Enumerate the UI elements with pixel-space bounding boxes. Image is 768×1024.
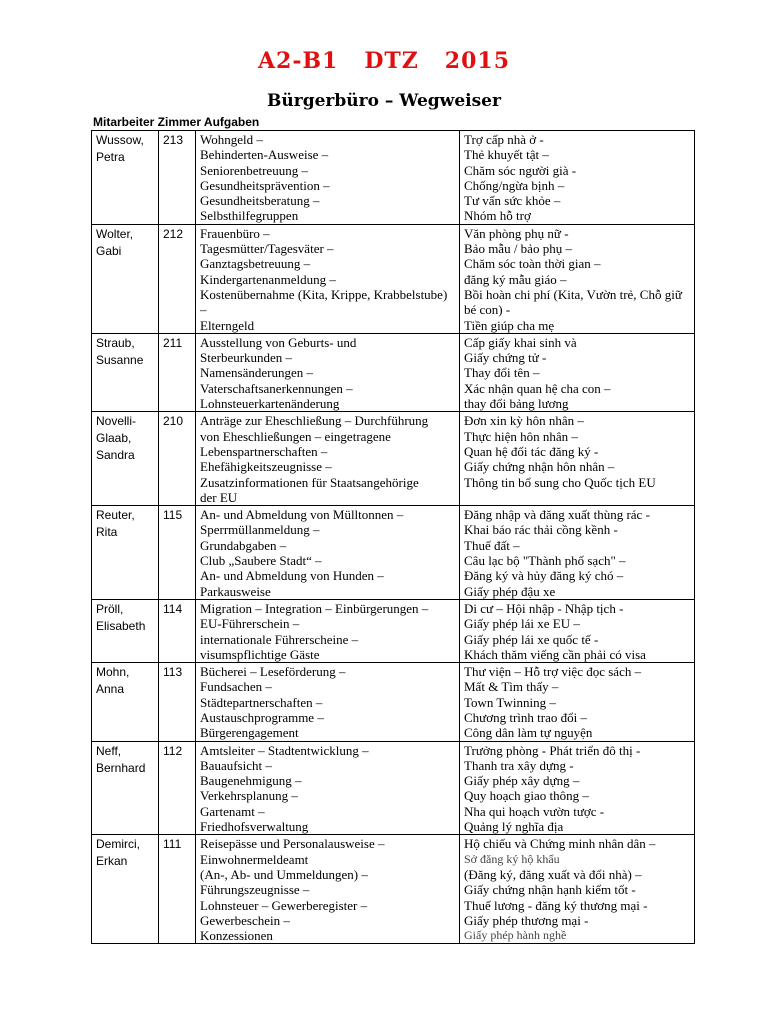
page-title: A2-B1 DTZ 2015 <box>257 48 511 74</box>
task-list-line: Konzessionen <box>200 928 273 944</box>
translation-list-line: Chăm sóc người già - <box>464 162 577 178</box>
task-list-line: Gesundheitsberatung – <box>200 193 320 209</box>
task-list-line: der EU <box>200 489 238 505</box>
task-list-line: Zusatzinformationen für Staatsangehörige <box>200 474 419 490</box>
task-list-line: Namensänderungen – <box>200 365 313 381</box>
task-list <box>196 131 460 225</box>
translation-list-line: Trưởng phòng - Phát triển đô thị - <box>464 742 641 758</box>
translation-list-line: (Đăng ký, đăng xuất và đổi nhà) – <box>464 866 642 882</box>
translation-list-line: đăng ký mẫu giáo – <box>464 271 567 287</box>
translation-list-line: Giấy phép hành nghề <box>464 928 567 943</box>
translation-list-line: Giấy phép lái xe EU – <box>464 616 580 632</box>
table-row <box>92 131 695 225</box>
translation-list <box>460 506 695 600</box>
translation-list-line: Đơn xin kỳ hôn nhân – <box>464 413 584 429</box>
employee-name-line: Glaab, <box>96 431 132 446</box>
translation-list <box>460 835 695 944</box>
task-list-line: Club „Saubere Stadt“ – <box>200 553 322 569</box>
room-number: 111 <box>159 835 196 944</box>
task-list-line: Migration – Integration – Einbürgerungen – <box>200 600 429 616</box>
task-list-line: Bauaufsicht – <box>200 757 272 773</box>
employee-name-line: Elisabeth <box>96 618 146 633</box>
employee-name-line: Wolter, <box>96 226 134 241</box>
translation-list-line: Di cư – Hội nhập - Nhập tịch - <box>464 600 624 616</box>
translation-list-line: Town Twinning – <box>464 694 556 710</box>
room-number: 210 <box>159 412 196 506</box>
translation-list-line: Chăm sóc toàn thời gian – <box>464 256 601 272</box>
task-list-line: EU-Führerschein – <box>200 616 300 632</box>
table-row <box>92 506 695 600</box>
table-row <box>92 224 695 333</box>
task-list <box>196 663 460 741</box>
table-row <box>92 663 695 741</box>
task-list-line: Ausstellung von Geburts- und <box>200 334 357 350</box>
translation-list-line: Thay đổi tên – <box>464 365 540 381</box>
translation-list-line: Giấy phép đậu xe <box>464 583 556 599</box>
employee-name <box>92 131 159 225</box>
employee-name <box>92 412 159 506</box>
task-list-line: Einwohnermeldeamt <box>200 851 309 867</box>
task-list-line: Amtsleiter – Stadtentwicklung – <box>200 742 369 758</box>
column-headers: Mitarbeiter Zimmer Aufgaben <box>93 115 260 129</box>
task-list-line: Wohngeld – <box>200 132 263 147</box>
task-list-line: An- und Abmeldung von Hunden – <box>200 568 384 584</box>
task-list-line: Lebenspartnerschaften – <box>200 443 328 459</box>
employee-name-line: Erkan <box>96 854 128 869</box>
translation-list-line: Sở đăng ký hộ khẩu <box>464 851 560 866</box>
task-list <box>196 224 460 333</box>
translation-list-line: Cấp giấy khai sinh và <box>464 334 577 350</box>
translation-list-line: Quan hệ đối tác đăng ký - <box>464 443 599 459</box>
task-list <box>196 599 460 662</box>
task-list-line: Bürgerengagement <box>200 725 299 741</box>
translation-list <box>460 131 695 225</box>
task-list-line: Ganztagsbetreuung – <box>200 256 311 272</box>
employee-name-line: Gabi <box>96 243 122 258</box>
employee-name-line: Mohn, <box>96 665 130 680</box>
task-list-line: Sterbeurkunden – <box>200 350 293 366</box>
employee-name-line: Rita <box>96 525 118 540</box>
task-list-line: Kostenübernahme (Kita, Krippe, Krabbelstube) – <box>200 286 448 318</box>
room-number: 113 <box>159 663 196 741</box>
translation-list-line: Thẻ khuyết tật – <box>464 147 549 163</box>
translation-list-line: Nhóm hỗ trợ <box>464 208 531 224</box>
translation-list <box>460 224 695 333</box>
room-number: 212 <box>159 224 196 333</box>
employee-name <box>92 741 159 835</box>
employee-name-line: Straub, <box>96 335 135 350</box>
task-list-line: Seniorenbetreuung – <box>200 162 308 178</box>
translation-list-line: Thanh tra xây dựng - <box>464 757 574 773</box>
translation-list-line: Công dân làm tự nguyện <box>464 725 593 741</box>
task-list <box>196 835 460 944</box>
task-list-line: Gesundheitsprävention – <box>200 177 330 193</box>
table-row <box>92 412 695 506</box>
translation-list-line: Giấy chứng tử - <box>464 350 547 366</box>
task-list-line: visumspflichtige Gäste <box>200 646 320 662</box>
employee-name-line: Susanne <box>96 352 144 367</box>
employee-name-line: Novelli- <box>96 414 137 429</box>
task-list-line: Selbsthilfegruppen <box>200 208 299 224</box>
room-number: 115 <box>159 506 196 600</box>
translation-list <box>460 599 695 662</box>
translation-list-line: Trợ cấp nhà ở - <box>464 132 544 147</box>
employee-name-line: Demirci, <box>96 837 140 852</box>
translation-list-line: Thông tin bổ sung cho Quốc tịch EU <box>464 474 656 490</box>
translation-list-line: Tư vấn sức khỏe – <box>464 193 561 209</box>
translation-list-line: Thực hiện hôn nhân – <box>464 428 578 444</box>
employee-name-line: Neff, <box>96 743 122 758</box>
translation-list-line: Giấy chứng nhận hạnh kiểm tốt - <box>464 882 636 898</box>
task-list-line: Parkausweise <box>200 583 271 599</box>
employee-name <box>92 333 159 411</box>
task-list-line: Lohnsteuer – Gewerberegister – <box>200 897 368 913</box>
task-list-line: Ehefähigkeitszeugnisse – <box>200 459 332 475</box>
task-list-line: Tagesmütter/Tagesväter – <box>200 241 334 257</box>
translation-list-line: Văn phòng phụ nữ - <box>464 225 569 241</box>
task-list <box>196 333 460 411</box>
employee-name <box>92 506 159 600</box>
employee-name-line: Reuter, <box>96 508 135 523</box>
translation-list-line: Bồi hoàn chi phí (Kita, Vườn trẻ, Chỗ giữ bé con) - <box>464 286 682 318</box>
translation-list-line: Giấy phép xây dựng – <box>464 773 580 789</box>
translation-list-line: Chương trình trao đổi – <box>464 709 587 725</box>
task-list-line: Elterngeld <box>200 317 255 333</box>
task-list-line: Vaterschaftsanerkennungen – <box>200 380 353 396</box>
task-list <box>196 412 460 506</box>
room-number: 112 <box>159 741 196 835</box>
task-list-line: Sperrmüllanmeldung – <box>200 522 320 538</box>
task-list-line: Reisepässe und Personalausweise – <box>200 836 385 852</box>
task-list-line: Führungszeugnisse – <box>200 882 310 898</box>
room-number: 114 <box>159 599 196 662</box>
table-row <box>92 599 695 662</box>
task-list-line: Gewerbeschein – <box>200 912 290 928</box>
table-row <box>92 835 695 944</box>
task-list-line: Städtepartnerschaften – <box>200 694 323 710</box>
page-subtitle: Bürgerbüro – Wegweiser <box>267 91 501 111</box>
employee-name-line: Pröll, <box>96 601 124 616</box>
table-row <box>92 333 695 411</box>
room-number: 213 <box>159 131 196 225</box>
task-list-line: Anträge zur Eheschließung – Durchführung <box>200 413 429 429</box>
directory-table <box>91 130 695 944</box>
task-list-line: Grundabgaben – <box>200 537 287 553</box>
translation-list-line: Nha qui hoạch vườn tược - <box>464 803 605 819</box>
translation-list-line: Đăng ký và hủy đăng ký chó – <box>464 568 624 584</box>
translation-list-line: Khách thăm viếng cần phải có visa <box>464 646 646 662</box>
task-list-line: Fundsachen – <box>200 679 272 695</box>
translation-list-line: Giấy phép thương mại - <box>464 912 589 928</box>
translation-list-line: Thuế đất – <box>464 537 520 553</box>
translation-list-line: Khai báo rác thải cồng kềnh - <box>464 522 618 538</box>
task-list-line: (An-, Ab- und Ummeldungen) – <box>200 866 368 882</box>
employee-name <box>92 835 159 944</box>
task-list-line: Verkehrsplanung – <box>200 788 298 804</box>
task-list <box>196 506 460 600</box>
task-list-line: Baugenehmigung – <box>200 773 302 789</box>
task-list-line: Bücherei – Leseförderung – <box>200 664 346 680</box>
task-list-line: Austauschprogramme – <box>200 709 324 725</box>
translation-list-line: Xác nhận quan hệ cha con – <box>464 380 611 396</box>
task-list-line: von Eheschließungen – eingetragene <box>200 428 391 444</box>
employee-name <box>92 663 159 741</box>
task-list-line: Behinderten-Ausweise – <box>200 147 329 163</box>
table-row <box>92 741 695 835</box>
translation-list-line: Tiền giúp cha mẹ <box>464 317 555 333</box>
translation-list-line: Thuế lương - đăng ký thương mại - <box>464 897 648 913</box>
task-list-line: internationale Führerscheine – <box>200 631 359 647</box>
task-list-line: Gartenamt – <box>200 803 265 819</box>
task-list-line: Friedhofsverwaltung <box>200 819 309 835</box>
employee-name-line: Bernhard <box>96 760 146 775</box>
employee-name <box>92 224 159 333</box>
translation-list <box>460 412 695 506</box>
room-number: 211 <box>159 333 196 411</box>
translation-list-line: Chống/ngừa bịnh – <box>464 177 565 193</box>
task-list-line: Lohnsteuerkartenänderung <box>200 396 340 412</box>
translation-list-line: Câu lạc bộ "Thành phố sạch" – <box>464 553 626 569</box>
employee-name <box>92 599 159 662</box>
translation-list-line: Giấy phép lái xe quốc tế - <box>464 631 599 647</box>
task-list-line: An- und Abmeldung von Mülltonnen – <box>200 507 404 523</box>
translation-list-line: Giấy chứng nhận hôn nhân – <box>464 459 615 475</box>
translation-list-line: thay đổi bảng lương <box>464 396 569 412</box>
employee-name-line: Petra <box>96 150 125 164</box>
translation-list-line: Đăng nhập và đăng xuất thùng rác - <box>464 507 650 523</box>
employee-name-line: Sandra <box>96 448 135 463</box>
translation-list-line: Mất & Tìm thấy – <box>464 679 559 695</box>
task-list-line: Kindergartenanmeldung – <box>200 271 336 287</box>
translation-list-line: Quy hoạch giao thông – <box>464 788 589 804</box>
translation-list-line: Quảng lý nghĩa địa <box>464 819 564 835</box>
translation-list-line: Thư viện – Hỗ trợ việc đọc sách – <box>464 664 642 680</box>
translation-list <box>460 333 695 411</box>
employee-name-line: Wussow, <box>96 133 144 147</box>
translation-list-line: Hộ chiếu và Chứng minh nhân dân – <box>464 836 656 852</box>
task-list <box>196 741 460 835</box>
task-list-line: Frauenbüro – <box>200 225 270 241</box>
translation-list-line: Bảo mẫu / bảo phụ – <box>464 241 572 257</box>
translation-list <box>460 741 695 835</box>
employee-name-line: Anna <box>96 682 125 697</box>
translation-list <box>460 663 695 741</box>
